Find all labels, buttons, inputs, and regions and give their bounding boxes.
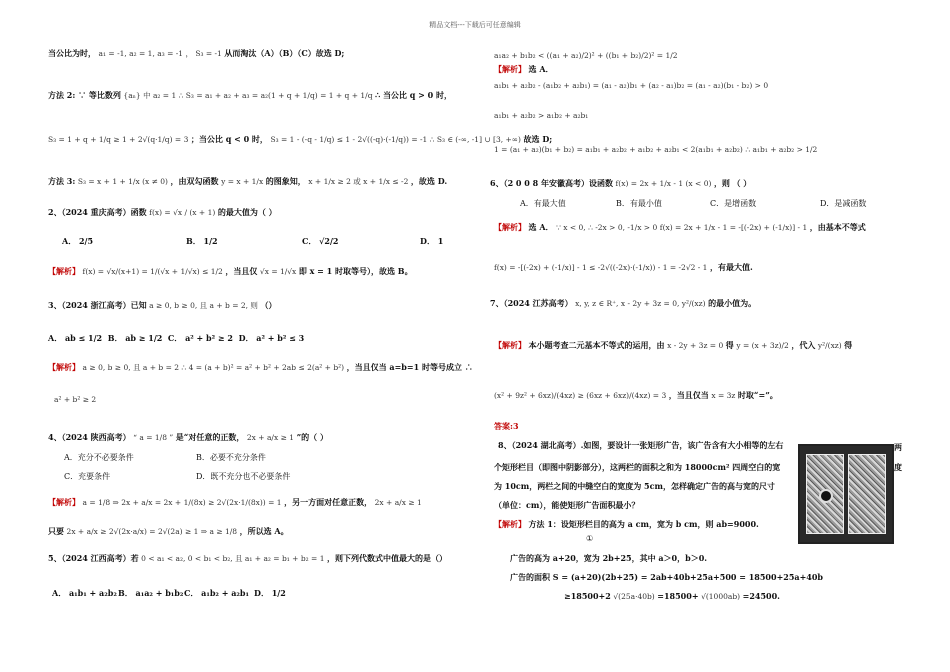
line bbox=[494, 390, 778, 401]
formula: √(1000ab) bbox=[701, 592, 741, 601]
question-4 bbox=[48, 432, 328, 443]
formula: f(x) = √x / (x + 1) bbox=[149, 208, 216, 217]
formula: x = 3z bbox=[711, 391, 736, 400]
text: 即 x = 1 时取等号），故选 B。 bbox=[298, 266, 413, 276]
hole-mark bbox=[819, 489, 833, 503]
option-c: C．是增函数 bbox=[710, 199, 757, 208]
line bbox=[48, 48, 344, 59]
text: ，有最大值. bbox=[710, 262, 753, 272]
text: ，则 bbox=[713, 178, 730, 188]
text: 方法 1：设矩形栏目的高为 a cm，宽为 b cm，则 ab=9000. bbox=[528, 519, 759, 529]
formula: (x² + 9z² + 6xz)/(4xz) ≥ (6xz + 6xz)/(4xz) = 3 bbox=[494, 391, 667, 400]
text: ≥18500+2 bbox=[564, 591, 611, 601]
text: 方法 3: bbox=[48, 176, 76, 186]
formula: f(x) = 2x + 1/x - 1 (x < 0) bbox=[615, 179, 712, 188]
formula: 0 < a₁ < a₂, 0 < b₁ < b₂, 且 a₁ + a₂ = b₁ + b₂ = 1 bbox=[141, 554, 325, 563]
option-d: D．既不充分也不必要条件 bbox=[196, 472, 291, 481]
question-2 bbox=[48, 207, 277, 218]
text: D． a² + b² ≤ 3 bbox=[238, 333, 305, 343]
text: 只要 bbox=[48, 526, 64, 536]
answer: 答案:3 bbox=[494, 421, 519, 431]
option-c: C． √2/2 bbox=[302, 236, 339, 246]
formula: 2x + a/x ≥ 2√(2x·a/x) = 2√(2a) ≥ 1 ⇒ a ≥ 1/8 bbox=[66, 527, 238, 536]
text: 选 A． bbox=[528, 64, 554, 74]
text: 3、（2024 浙江高考）已知 bbox=[48, 300, 147, 310]
option-c: C．充要条件 bbox=[64, 472, 111, 481]
option-d: D． 1/2 bbox=[254, 588, 286, 598]
text: （ ） bbox=[732, 178, 752, 188]
option-a: A． 2/5 bbox=[62, 236, 94, 246]
option-d: D． 1 bbox=[420, 236, 444, 246]
text: 的图象知， bbox=[265, 176, 306, 186]
line bbox=[48, 90, 452, 101]
analysis-label: 【解析】 bbox=[48, 497, 80, 507]
line bbox=[54, 394, 96, 405]
formula: S₃ = x + 1 + 1/x (x ≠ 0) bbox=[77, 177, 168, 186]
line bbox=[494, 80, 768, 91]
text: 的最大值为（ ） bbox=[217, 207, 277, 217]
line bbox=[494, 64, 554, 75]
text: =18500+ bbox=[657, 591, 699, 601]
question-3 bbox=[48, 300, 276, 311]
line bbox=[494, 144, 817, 155]
text: ，当且仅当 bbox=[668, 390, 709, 400]
formula: √(25a·40b) bbox=[613, 592, 655, 601]
left-panel bbox=[806, 454, 844, 534]
analysis-label: 【解析】 bbox=[494, 64, 526, 74]
text: 本小题考查二元基本不等式的运用，由 bbox=[528, 340, 665, 350]
text: A． ab ≤ 1/2 bbox=[48, 333, 103, 343]
text: 是“对任意的正数， bbox=[175, 432, 245, 442]
option-a: A． a₁b₁ + a₂b₂ bbox=[52, 588, 117, 598]
analysis-label: 【解析】 bbox=[48, 362, 80, 372]
formula: 1 = (a₁ + a₂)(b₁ + b₂) = a₁b₁ + a₂b₂ + a₁b₂ + a₂b₁ < 2(a₁b₁ + a₂b₂) bbox=[494, 145, 743, 154]
text: ；当公比 q < 0 时， bbox=[190, 134, 268, 144]
question-7 bbox=[490, 298, 756, 309]
option-b: B． 1/2 bbox=[186, 236, 218, 246]
text: B． ab ≥ 1/2 bbox=[107, 333, 163, 343]
line bbox=[48, 266, 413, 277]
text: ，当且仅 bbox=[225, 266, 258, 276]
option-a: A．充分不必要条件 bbox=[64, 453, 134, 462]
formula: y = x + 1/x bbox=[221, 177, 264, 186]
formula: 2x + a/x ≥ 1 bbox=[246, 433, 295, 442]
right-column bbox=[480, 0, 950, 672]
formula: S₃ = 1 - (-q - 1/q) ≤ 1 - 2√((-q)·(-1/q)) = -1 ∴ S₃ ∈ (-∞, -1] ∪ [3, +∞) bbox=[270, 135, 521, 144]
analysis-label: 【解析】 bbox=[494, 340, 526, 350]
text: ”的（ ） bbox=[296, 432, 328, 442]
formula: a₁b₁ + a₂b₂ > a₁b₂ + a₂b₁ bbox=[494, 111, 589, 120]
text: ，由双勾函数 bbox=[170, 176, 219, 186]
text: 2、（2024 重庆高考）函数 bbox=[48, 207, 147, 217]
formula: x + 1/x ≥ 2 或 x + 1/x ≤ -2 bbox=[308, 177, 409, 186]
text: ，所以选 A。 bbox=[239, 526, 289, 536]
line: 广告的面积 S = (a+20)(2b+25) = 2ab+40b+25a+500 = 18500+25a+40b bbox=[510, 572, 824, 582]
text: 得 bbox=[844, 340, 853, 350]
line: （单位：cm），能使矩形广告面积最小？ bbox=[494, 500, 640, 510]
formula: a ≥ 0, b ≥ 0, 且 a + b = 2 ∴ 4 = (a + b)² = a² + b² + 2ab ≤ 2(a² + b²) bbox=[82, 363, 345, 372]
line: 广告的高为 a+20，宽为 2b+25，其中 a＞0，b＞0. bbox=[510, 553, 708, 563]
line bbox=[494, 262, 753, 273]
text: ，由基本不等式 bbox=[809, 222, 866, 232]
text: 当公比为时， bbox=[48, 48, 96, 58]
formula: a ≥ 0, b ≥ 0, 且 a + b = 2, 则 bbox=[149, 301, 258, 310]
text: 的最小值为。 bbox=[708, 298, 757, 308]
line: 个矩形栏目（即图中阴影部分），这两栏的面积之和为 18000cm² 四周空白的宽 bbox=[494, 462, 781, 472]
formula: a₁a₂ + b₁b₂ < ((a₁ + a₂)/2)² + ((b₁ + b₂)/2)² = 1/2 bbox=[494, 51, 678, 60]
text: C． a² + b² ≥ 2 bbox=[167, 333, 233, 343]
option-a bbox=[48, 333, 304, 344]
line bbox=[48, 497, 422, 508]
formula: 2x + a/x ≥ 1 bbox=[374, 498, 422, 507]
formula: y²/(xz) bbox=[817, 341, 842, 350]
formula: ∴ a₁b₁ + a₂b₂ > 1/2 bbox=[745, 145, 818, 154]
formula: a = 1/8 ⇒ 2x + a/x = 2x + 1/(8x) ≥ 2√(2x·1/(8x)) = 1 bbox=[82, 498, 282, 507]
option-a: A．有最大值 bbox=[520, 199, 566, 208]
text: 4、（2024 陕西高考） bbox=[48, 432, 131, 442]
line bbox=[494, 519, 759, 530]
question-5 bbox=[48, 553, 447, 564]
analysis-label: 【解析】 bbox=[494, 519, 526, 529]
line bbox=[48, 526, 289, 537]
line bbox=[564, 591, 780, 602]
formula: “ a = 1/8 ” bbox=[133, 433, 174, 442]
text: 故选 D; bbox=[523, 134, 553, 144]
line bbox=[494, 222, 866, 233]
line bbox=[494, 50, 678, 61]
line bbox=[48, 176, 447, 187]
text: =24500. bbox=[742, 591, 780, 601]
page-header: 精品文档---下载后可任意编辑 bbox=[429, 21, 521, 29]
text: 选 A． bbox=[528, 222, 554, 232]
text: 得 bbox=[725, 340, 734, 350]
text: ，代入 bbox=[791, 340, 816, 350]
right-panel bbox=[848, 454, 886, 534]
text: 从而淘汰（A）（B）（C）故选 D; bbox=[224, 48, 345, 58]
option-b: B．有最小值 bbox=[616, 199, 662, 208]
side-label: 两 bbox=[894, 442, 902, 452]
formula: x - 2y + 3z = 0 bbox=[667, 341, 724, 350]
analysis-label: 【解析】 bbox=[48, 266, 80, 276]
advertisement-figure bbox=[798, 444, 894, 544]
formula: f(x) = 2x + 1/x - 1 = -[(-2x) + (-1/x)] - 1 bbox=[659, 223, 808, 232]
line bbox=[494, 110, 588, 121]
formula: f(x) = √x/(x+1) = 1/(√x + 1/√x) ≤ 1/2 bbox=[82, 267, 223, 276]
option-d: D．是减函数 bbox=[820, 199, 867, 208]
formula: y = (x + 3z)/2 bbox=[736, 341, 789, 350]
side-label: 度 bbox=[894, 462, 902, 472]
formula: √x = 1/√x bbox=[259, 267, 297, 276]
line bbox=[48, 362, 473, 373]
analysis-label: 【解析】 bbox=[494, 222, 526, 232]
question-8: 8、（2024 湖北高考）.如图，要设计一张矩形广告，该广告含有大小相等的左右 bbox=[498, 440, 784, 450]
text: ，另一方面对任意正数， bbox=[284, 497, 373, 507]
option-b: B． a₁a₂ + b₁b₂ bbox=[118, 588, 184, 598]
formula: a₁b₁ + a₂b₂ - (a₁b₂ + a₂b₁) = (a₁ - a₂)b₁ + (a₂ - a₁)b₂ = (a₁ - a₂)(b₁ - b₂) > 0 bbox=[494, 81, 769, 90]
circled-one: ① bbox=[586, 534, 594, 543]
line bbox=[48, 134, 552, 145]
text: 7、（2024 江苏高考） bbox=[490, 298, 573, 308]
formula: {aₙ} 中 a₂ = 1 ∴ S₃ = a₁ + a₂ + a₃ = a₂(1 + q + 1/q) = 1 + q + 1/q bbox=[123, 91, 373, 100]
text: 方法 2: ∵ 等比数列 bbox=[48, 90, 121, 100]
text: 6、（2 0 0 8 年安徽高考）设函数 bbox=[490, 178, 613, 188]
text: ，则下列代数式中值最大的是（） bbox=[327, 553, 448, 563]
text: （） bbox=[260, 300, 277, 310]
formula: S₃ = 1 + q + 1/q ≥ 1 + 2√(q·1/q) = 3 bbox=[48, 135, 189, 144]
formula: f(x) = -[(-2x) + (-1/x)] - 1 ≤ -2√((-2x)·(-1/x)) - 1 = -2√2 - 1 bbox=[494, 263, 708, 272]
formula: a₁ = -1, a₂ = 1, a₃ = -1 ， S₃ = -1 bbox=[98, 49, 222, 58]
formula: x, y, z ∈ R⁺, x - 2y + 3z = 0, y²/(xz) bbox=[575, 299, 706, 308]
option-b: B．必要不充分条件 bbox=[196, 453, 266, 462]
text: ∴ 当公比 q > 0 时， bbox=[375, 90, 452, 100]
option-c: C． a₁b₂ + a₂b₁ bbox=[184, 588, 249, 598]
text: ，故选 D. bbox=[410, 176, 448, 186]
question-6 bbox=[490, 178, 751, 189]
text: ，当且仅当 a=b=1 时等号成立 ∴ bbox=[346, 362, 473, 372]
formula: a² + b² ≥ 2 bbox=[54, 395, 97, 404]
line bbox=[494, 340, 852, 351]
text: 时取“=”。 bbox=[737, 390, 778, 400]
line: 为 10cm，两栏之间的中缝空白的宽度为 5cm，怎样确定广告的高与宽的尺寸 bbox=[494, 481, 775, 491]
text: 5、（2024 江西高考）若 bbox=[48, 553, 139, 563]
formula: ∵ x < 0, ∴ -2x > 0, -1/x > 0 bbox=[556, 223, 658, 232]
